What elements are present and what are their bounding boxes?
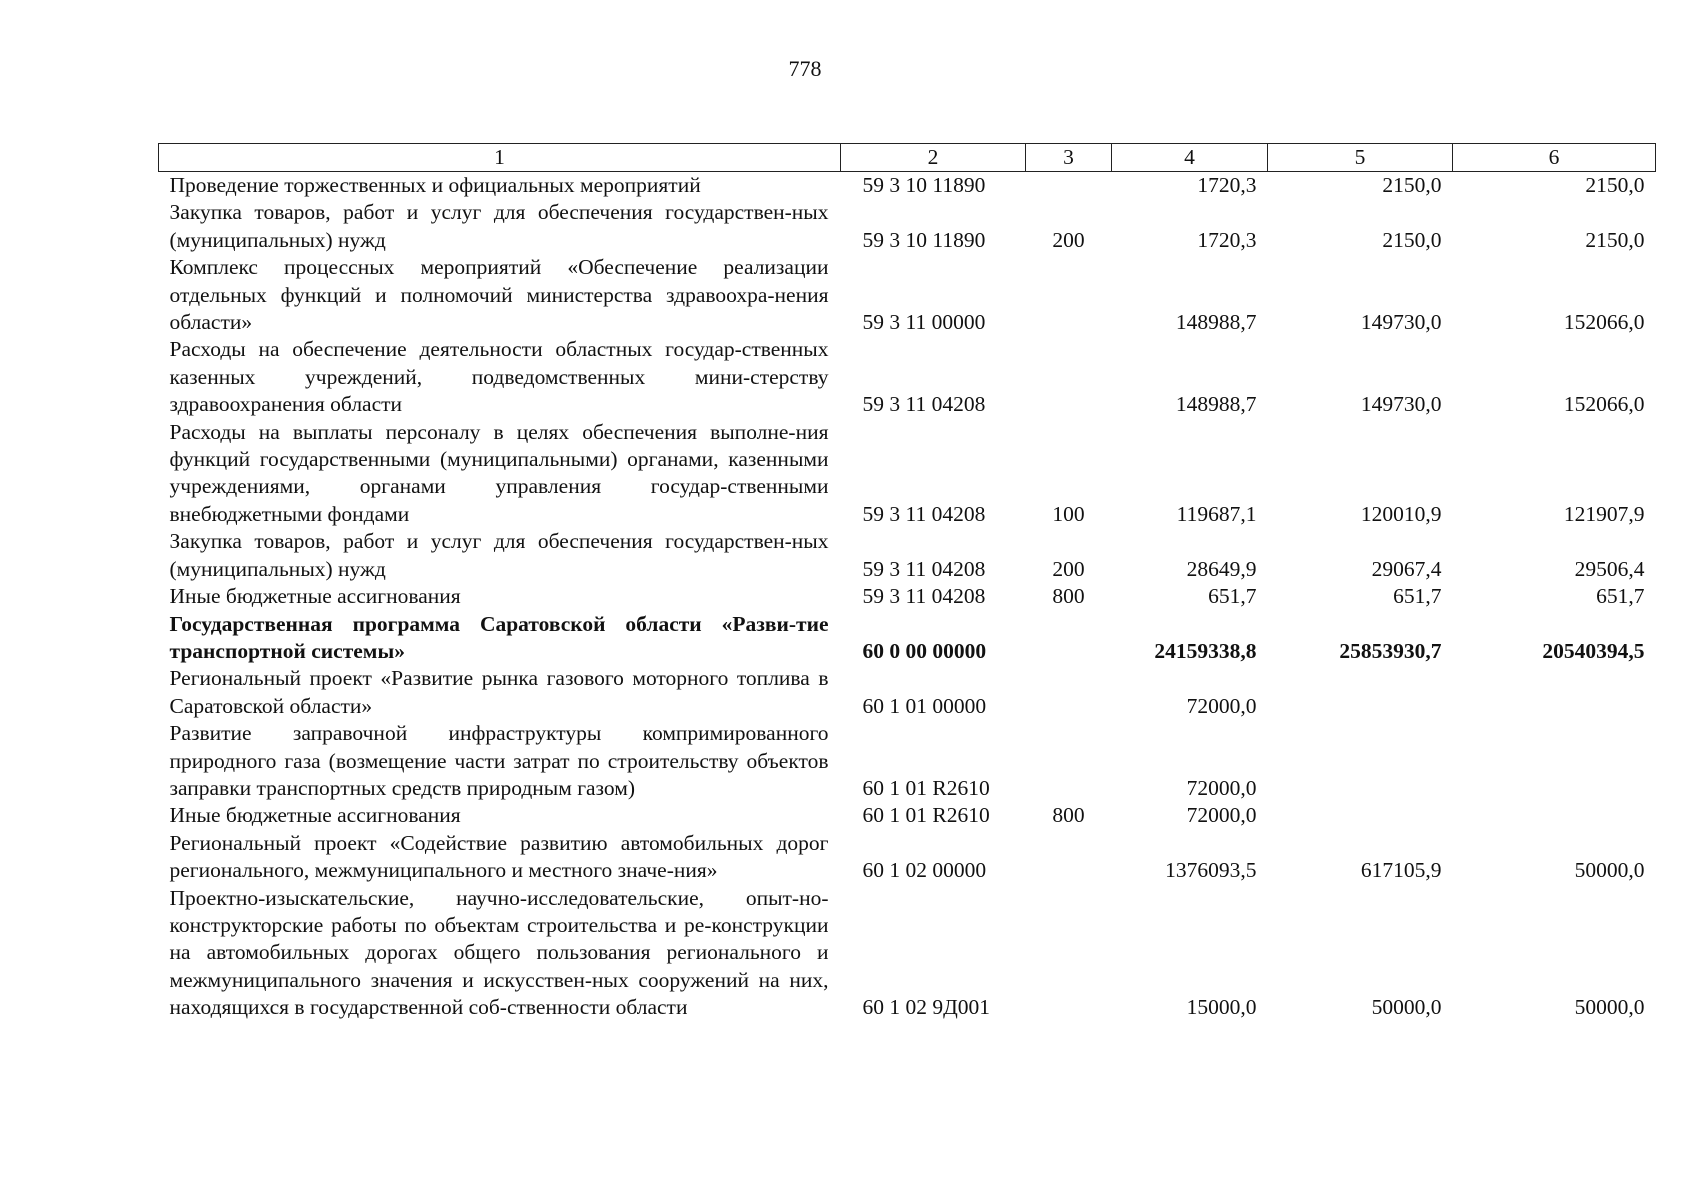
table-row [159,336,1656,418]
row-value-col4: 72000,0 [1186,775,1257,800]
table-body [159,172,1656,1022]
row-code: 59 3 11 04208 [862,501,986,526]
row-value-col5: 149730,0 [1360,392,1442,417]
row-code: 60 0 00 00000 [862,638,987,663]
row-value-col4: 15000,0 [1186,995,1257,1020]
row-value-col5: 29067,4 [1371,556,1442,581]
row-code: 60 1 02 9Д001 [862,995,991,1020]
row-value-col6: 651,7 [1596,584,1645,609]
row-expense-type: 800 [1052,584,1085,609]
row-value-col4: 1376093,5 [1165,858,1257,883]
row-name: Закупка товаров, работ и услуг для обеспечения государствен-ных (муниципальных) нужд [169,529,829,581]
table-row [159,830,1656,885]
row-name: Государственная программа Саратовской области «Разви-тие транспортной системы» [169,611,829,663]
row-name: Расходы на выплаты персоналу в целях обеспечения выполне-ния функций государственными (муниципальными) органами, казенными учреждениями, органами управления государ-ственными внебюджетными фондами [169,419,829,526]
row-value-col6: 50000,0 [1574,995,1645,1020]
row-code: 60 1 01 00000 [862,693,987,718]
row-code: 59 3 11 04208 [862,556,986,581]
row-expense-type [1026,830,1112,885]
row-value-col6: 121907,9 [1563,501,1645,526]
row-value-col6: 20540394,5 [1542,638,1645,663]
row-value-col5: 2150,0 [1382,173,1442,197]
table-row [159,528,1656,583]
row-code: 59 3 10 11890 [862,173,986,197]
table-row [159,802,1656,829]
row-value-col6 [1453,665,1656,720]
row-value-col5: 2150,0 [1382,227,1442,252]
row-code: 60 1 01 R2610 [862,803,990,828]
row-name: Закупка товаров, работ и услуг для обеспечения государствен-ных (муниципальных) нужд [169,200,829,252]
row-value-col4: 72000,0 [1186,803,1257,828]
row-name: Комплекс процессных мероприятий «Обеспечение реализации отдельных функций и полномочий министерства здравоохра-нения области» [169,255,829,335]
row-code: 59 3 11 04208 [862,392,986,417]
table-header [159,144,1656,172]
row-value-col4: 148988,7 [1175,310,1257,335]
row-name: Иные бюджетные ассигнования [169,584,461,609]
row-value-col4: 651,7 [1208,584,1257,609]
row-value-col6: 152066,0 [1563,392,1645,417]
row-code: 60 1 01 R2610 [862,775,990,800]
row-value-col4: 1720,3 [1197,227,1257,252]
row-value-col6: 2150,0 [1585,173,1645,197]
row-value-col6: 50000,0 [1574,858,1645,883]
row-value-col4: 148988,7 [1175,392,1257,417]
row-value-col5 [1268,802,1453,829]
table-row [159,199,1656,254]
row-name: Развитие заправочной инфраструктуры компримированного природного газа (возмещение части затрат по строительству объектов заправки транспортных средств природным газом) [169,721,829,800]
row-name: Региональный проект «Содействие развитию автомобильных дорог регионального, межмуниципального и местного значе-ния» [169,830,829,883]
row-value-col4: 72000,0 [1186,693,1257,718]
row-name: Региональный проект «Развитие рынка газового моторного топлива в Саратовской области» [169,666,829,718]
row-value-col5: 617105,9 [1360,858,1442,883]
header-col-1: 1 [159,144,841,172]
row-name: Иные бюджетные ассигнования [169,803,461,828]
row-expense-type: 200 [1052,556,1085,581]
row-expense-type [1026,665,1112,720]
page-number: 778 [788,56,822,81]
row-value-col5 [1268,720,1453,802]
row-value-col4: 28649,9 [1186,556,1257,581]
row-value-col5: 651,7 [1393,584,1442,609]
table-row [159,419,1656,529]
row-value-col6 [1453,802,1656,829]
header-col-2: 2 [841,144,1026,172]
row-value-col6: 2150,0 [1585,227,1645,252]
row-expense-type: 200 [1052,227,1085,252]
row-value-col5: 149730,0 [1360,310,1442,335]
row-value-col5: 25853930,7 [1339,638,1442,663]
row-expense-type: 800 [1052,803,1085,828]
header-col-6: 6 [1453,144,1656,172]
table-row [159,665,1656,720]
row-code: 60 1 02 00000 [862,858,987,883]
row-value-col6: 152066,0 [1563,310,1645,335]
row-expense-type [1026,611,1112,666]
table-row [159,583,1656,610]
header-row [159,144,1656,172]
budget-table [158,143,1656,1022]
row-value-col4: 119687,1 [1176,501,1257,526]
header-col-3: 3 [1026,144,1112,172]
header-col-4: 4 [1112,144,1268,172]
row-expense-type [1026,254,1112,336]
table-row [159,254,1656,336]
row-expense-type [1026,885,1112,1022]
table-row [159,611,1656,666]
table-row [159,885,1656,1022]
row-code: 59 3 11 04208 [862,584,986,609]
row-value-col6: 29506,4 [1574,556,1645,581]
row-expense-type [1026,336,1112,418]
row-expense-type: 100 [1052,501,1085,526]
row-name: Проведение торжественных и официальных мероприятий [169,173,701,197]
row-name: Проектно-изыскательские, научно-исследовательские, опыт-но-конструкторские работы по объектам строительства и ре-конструкции на автомобильных дорогах общего пользования регионального и межмуниципального значения и искусствен-ных сооружений на них, находящихся в государственной соб-ственности области [169,885,829,1020]
row-value-col5: 120010,9 [1360,501,1442,526]
row-expense-type [1026,172,1112,200]
row-value-col4: 24159338,8 [1154,638,1257,663]
row-expense-type [1026,720,1112,802]
row-code: 59 3 11 00000 [862,310,986,335]
table-row [159,172,1656,200]
row-value-col5: 50000,0 [1371,995,1442,1020]
table-row [159,720,1656,802]
row-value-col6 [1453,720,1656,802]
row-name: Расходы на обеспечение деятельности областных государ-ственных казенных учреждений, подведомственных мини-стерству здравоохранения области [169,337,829,417]
row-value-col4: 1720,3 [1197,173,1257,197]
row-code: 59 3 10 11890 [862,227,986,252]
row-value-col5 [1268,665,1453,720]
header-col-5: 5 [1268,144,1453,172]
